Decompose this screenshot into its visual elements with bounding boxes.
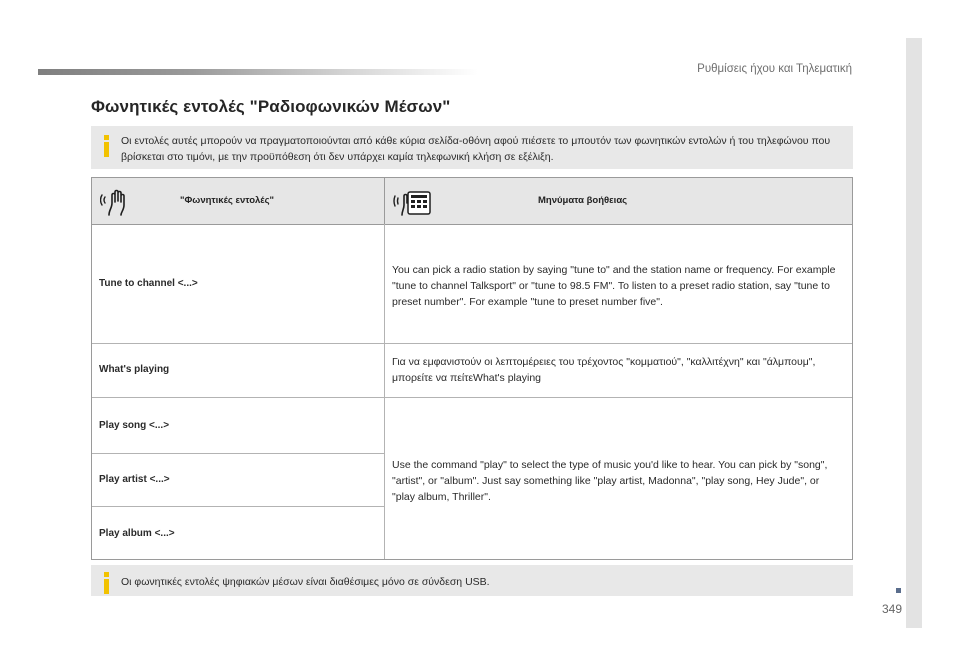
table-row-help: You can pick a radio station by saying "tune to" and the station name or frequency. For example "tune to channel Talksport" or "tune to 98.5 FM". To listen to a preset radio station, say "tune to preset number". For example "tune to preset number five". (392, 264, 836, 308)
row-separator (92, 506, 384, 507)
table-row-command: Play song <...> (99, 420, 170, 431)
page-number: 349 (882, 602, 903, 616)
info-text-bottom: Οι φωνητικές εντολές ψηφιακών μέσων είναι διαθέσιμες μόνο σε σύνδεση USB. (121, 576, 490, 588)
side-strip (906, 38, 922, 628)
running-header: Ρυθμίσεις ήχου και Τηλεματική (697, 63, 852, 75)
row-separator (92, 453, 384, 454)
table-row-command: Play album <...> (99, 528, 175, 539)
page-marker (896, 588, 901, 593)
info-box-bottom (91, 565, 853, 596)
body-column-divider (384, 224, 385, 559)
table-row-help: Για να εμφανιστούν οι λεπτομέρειες του τρέχοντος "κομματιού", "καλλιτέχνη" και "άλμπουμ", μπορείτε να πείτεWhat's playing (392, 356, 816, 384)
column-header-commands: "Φωνητικές εντολές" (180, 195, 275, 206)
table-row-command: Tune to channel <...> (99, 278, 198, 289)
table-header-row (92, 178, 852, 225)
info-icon (102, 572, 111, 594)
page-title: Φωνητικές εντολές "Ραδιοφωνικών Μέσων" (91, 97, 451, 116)
row-separator (92, 397, 852, 398)
info-text-top: Οι εντολές αυτές μπορούν να πραγματοποιούνται από κάθε κύρια σελίδα-οθόνη αφού πιέσετε το μπουτόν των φωνητικών εντολών ή του τηλεφώνου που βρίσκεται στο τιμόνι, με την προϋπόθεση ότι δεν υπάρχει καμία τηλεφωνική κλήση σε εξέλιξη. (121, 135, 831, 163)
voice-commands-table (91, 177, 853, 560)
merged-help-text: Use the command "play" to select the type of music you'd like to hear. You can pick by "song", "artist", or "album". Just say something like "play artist, Madonna", "play song, Hey Jude", or "play album, Thriller". (392, 459, 828, 503)
column-header-help: Μηνύματα βοήθειας (538, 195, 628, 206)
top-gradient-rule (38, 69, 478, 75)
voice-command-icon (100, 186, 132, 218)
table-row-command: What's playing (99, 364, 170, 375)
header-column-divider (384, 178, 385, 224)
info-icon (102, 135, 111, 157)
row-separator (92, 343, 852, 344)
info-box-top (91, 126, 853, 169)
help-message-icon (392, 186, 434, 218)
table-row-command: Play artist <...> (99, 474, 170, 485)
